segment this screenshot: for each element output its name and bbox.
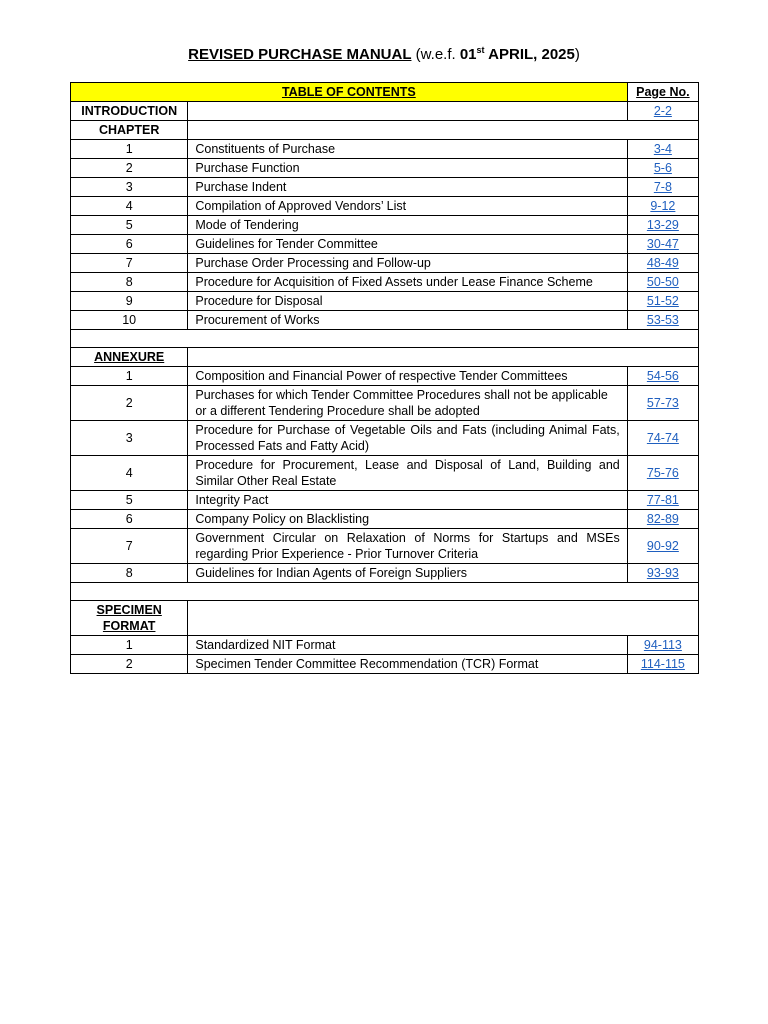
chapter-page xyxy=(627,254,698,273)
annexure-page-link[interactable]: 90-92 xyxy=(646,539,679,553)
specimen-heading-row xyxy=(71,601,699,636)
chapter-page xyxy=(627,216,698,235)
chapter-row xyxy=(71,140,699,159)
annexure-title: Purchases for which Tender Committee Procedures shall not be applicable or a different Tendering Procedure shall be adopted xyxy=(188,386,627,421)
chapter-title: Constituents of Purchase xyxy=(188,140,627,159)
specimen-page-link[interactable]: 114-115 xyxy=(640,657,685,671)
chapter-title: Compilation of Approved Vendors’ List xyxy=(188,197,627,216)
chapter-number: 1 xyxy=(71,140,188,159)
title-prefix: (w.e.f. xyxy=(415,46,460,63)
title-main: REVISED PURCHASE MANUAL xyxy=(188,46,412,63)
chapter-number: 6 xyxy=(71,235,188,254)
annexure-number: 4 xyxy=(71,456,188,491)
chapter-row xyxy=(71,292,699,311)
annexure-number: 6 xyxy=(71,510,188,529)
specimen-title: Specimen Tender Committee Recommendation (TCR) Format xyxy=(188,655,627,674)
annexure-row xyxy=(71,510,699,529)
specimen-page xyxy=(627,655,698,674)
chapter-page-link[interactable]: 3-4 xyxy=(653,142,672,156)
specimen-label-line1: SPECIMEN xyxy=(96,603,162,617)
specimen-number: 1 xyxy=(71,636,188,655)
chapter-number: 2 xyxy=(71,159,188,178)
chapter-row xyxy=(71,178,699,197)
chapter-row xyxy=(71,254,699,273)
chapter-title: Purchase Function xyxy=(188,159,627,178)
chapter-page-link[interactable]: 7-8 xyxy=(653,180,672,194)
annexure-page-link[interactable]: 82-89 xyxy=(646,512,679,526)
annexure-page xyxy=(627,386,698,421)
chapter-row xyxy=(71,235,699,254)
annexure-row xyxy=(71,491,699,510)
chapter-title: Procedure for Acquisition of Fixed Assets under Lease Finance Scheme xyxy=(188,273,627,292)
annexure-page xyxy=(627,491,698,510)
spacer-row xyxy=(71,583,699,601)
annexure-page xyxy=(627,421,698,456)
title-date: APRIL, 2025 xyxy=(484,46,575,63)
chapter-page-link[interactable]: 53-53 xyxy=(646,313,679,327)
chapter-title: Guidelines for Tender Committee xyxy=(188,235,627,254)
annexure-title: Composition and Financial Power of respective Tender Committees xyxy=(188,367,627,386)
chapter-row xyxy=(71,159,699,178)
chapter-page xyxy=(627,140,698,159)
specimen-title: Standardized NIT Format xyxy=(188,636,627,655)
chapter-page-link[interactable]: 5-6 xyxy=(653,161,672,175)
annexure-title: Integrity Pact xyxy=(188,491,627,510)
chapter-page xyxy=(627,159,698,178)
specimen-heading-blank xyxy=(188,601,699,636)
chapter-heading-row xyxy=(71,121,699,140)
annexure-row xyxy=(71,367,699,386)
annexure-row xyxy=(71,529,699,564)
annexure-page xyxy=(627,367,698,386)
annexure-title: Company Policy on Blacklisting xyxy=(188,510,627,529)
chapter-number: 5 xyxy=(71,216,188,235)
chapter-title: Procurement of Works xyxy=(188,311,627,330)
specimen-label xyxy=(71,601,188,636)
annexure-page-link[interactable]: 75-76 xyxy=(646,466,679,480)
chapter-page xyxy=(627,178,698,197)
annexure-page-link[interactable]: 74-74 xyxy=(646,431,679,445)
introduction-row xyxy=(71,102,699,121)
annexure-row xyxy=(71,421,699,456)
chapter-page xyxy=(627,311,698,330)
chapter-title: Mode of Tendering xyxy=(188,216,627,235)
annexure-label: ANNEXURE xyxy=(71,348,188,367)
annexure-number: 2 xyxy=(71,386,188,421)
page-number-header: Page No. xyxy=(627,83,698,102)
specimen-number: 2 xyxy=(71,655,188,674)
chapter-page-link[interactable]: 9-12 xyxy=(650,199,676,213)
annexure-heading-blank xyxy=(188,348,699,367)
chapter-page-link[interactable]: 30-47 xyxy=(646,237,679,251)
annexure-page xyxy=(627,510,698,529)
annexure-title: Guidelines for Indian Agents of Foreign Suppliers xyxy=(188,564,627,583)
annexure-number: 5 xyxy=(71,491,188,510)
annexure-number: 7 xyxy=(71,529,188,564)
spacer-row xyxy=(71,330,699,348)
chapter-page-link[interactable]: 13-29 xyxy=(646,218,679,232)
annexure-row xyxy=(71,456,699,491)
chapter-page xyxy=(627,197,698,216)
chapter-page xyxy=(627,292,698,311)
toc-header-row xyxy=(71,83,699,102)
chapter-title: Purchase Order Processing and Follow-up xyxy=(188,254,627,273)
annexure-page-link[interactable]: 57-73 xyxy=(646,396,679,410)
chapter-page-link[interactable]: 48-49 xyxy=(646,256,679,270)
chapter-page xyxy=(627,273,698,292)
spacer-cell xyxy=(71,583,699,601)
annexure-title: Government Circular on Relaxation of Norms for Startups and MSEs regarding Prior Experience - Prior Turnover Criteria xyxy=(188,529,627,564)
toc-header: TABLE OF CONTENTS xyxy=(71,83,628,102)
specimen-label-line2: FORMAT xyxy=(102,619,156,633)
annexure-row xyxy=(71,564,699,583)
chapter-label: CHAPTER xyxy=(71,121,188,140)
specimen-row xyxy=(71,655,699,674)
chapter-page-link[interactable]: 50-50 xyxy=(646,275,679,289)
annexure-number: 1 xyxy=(71,367,188,386)
chapter-number: 7 xyxy=(71,254,188,273)
annexure-page-link[interactable]: 93-93 xyxy=(646,566,679,580)
specimen-row xyxy=(71,636,699,655)
introduction-label: INTRODUCTION xyxy=(71,102,188,121)
spacer-cell xyxy=(71,330,699,348)
title-suffix: ) xyxy=(574,46,580,63)
chapter-title: Purchase Indent xyxy=(188,178,627,197)
annexure-page xyxy=(627,456,698,491)
specimen-page-link[interactable]: 94-113 xyxy=(643,638,682,652)
introduction-page-link[interactable]: 2-2 xyxy=(653,104,672,118)
chapter-number: 4 xyxy=(71,197,188,216)
introduction-page xyxy=(627,102,698,121)
chapter-row xyxy=(71,311,699,330)
annexure-heading-row xyxy=(71,348,699,367)
title-day-suffix: st xyxy=(476,45,485,55)
chapter-row xyxy=(71,216,699,235)
annexure-number: 8 xyxy=(71,564,188,583)
annexure-row xyxy=(71,386,699,421)
chapter-number: 9 xyxy=(71,292,188,311)
chapter-heading-blank xyxy=(188,121,699,140)
chapter-number: 10 xyxy=(71,311,188,330)
chapter-page-link[interactable]: 51-52 xyxy=(646,294,679,308)
chapter-row xyxy=(71,197,699,216)
annexure-page-link[interactable]: 54-56 xyxy=(646,369,679,383)
annexure-page xyxy=(627,529,698,564)
introduction-blank xyxy=(188,102,627,121)
table-of-contents xyxy=(70,82,699,674)
annexure-number: 3 xyxy=(71,421,188,456)
document-title xyxy=(0,45,768,65)
annexure-page xyxy=(627,564,698,583)
title-day: 01 xyxy=(459,46,477,63)
annexure-page-link[interactable]: 77-81 xyxy=(646,493,679,507)
chapter-title: Procedure for Disposal xyxy=(188,292,627,311)
chapter-row xyxy=(71,273,699,292)
chapter-number: 3 xyxy=(71,178,188,197)
annexure-title: Procedure for Procurement, Lease and Disposal of Land, Building and Similar Other Real Estate xyxy=(188,456,627,491)
specimen-page xyxy=(627,636,698,655)
annexure-title: Procedure for Purchase of Vegetable Oils and Fats (including Animal Fats, Processed Fats and Fatty Acid) xyxy=(188,421,627,456)
chapter-number: 8 xyxy=(71,273,188,292)
chapter-page xyxy=(627,235,698,254)
